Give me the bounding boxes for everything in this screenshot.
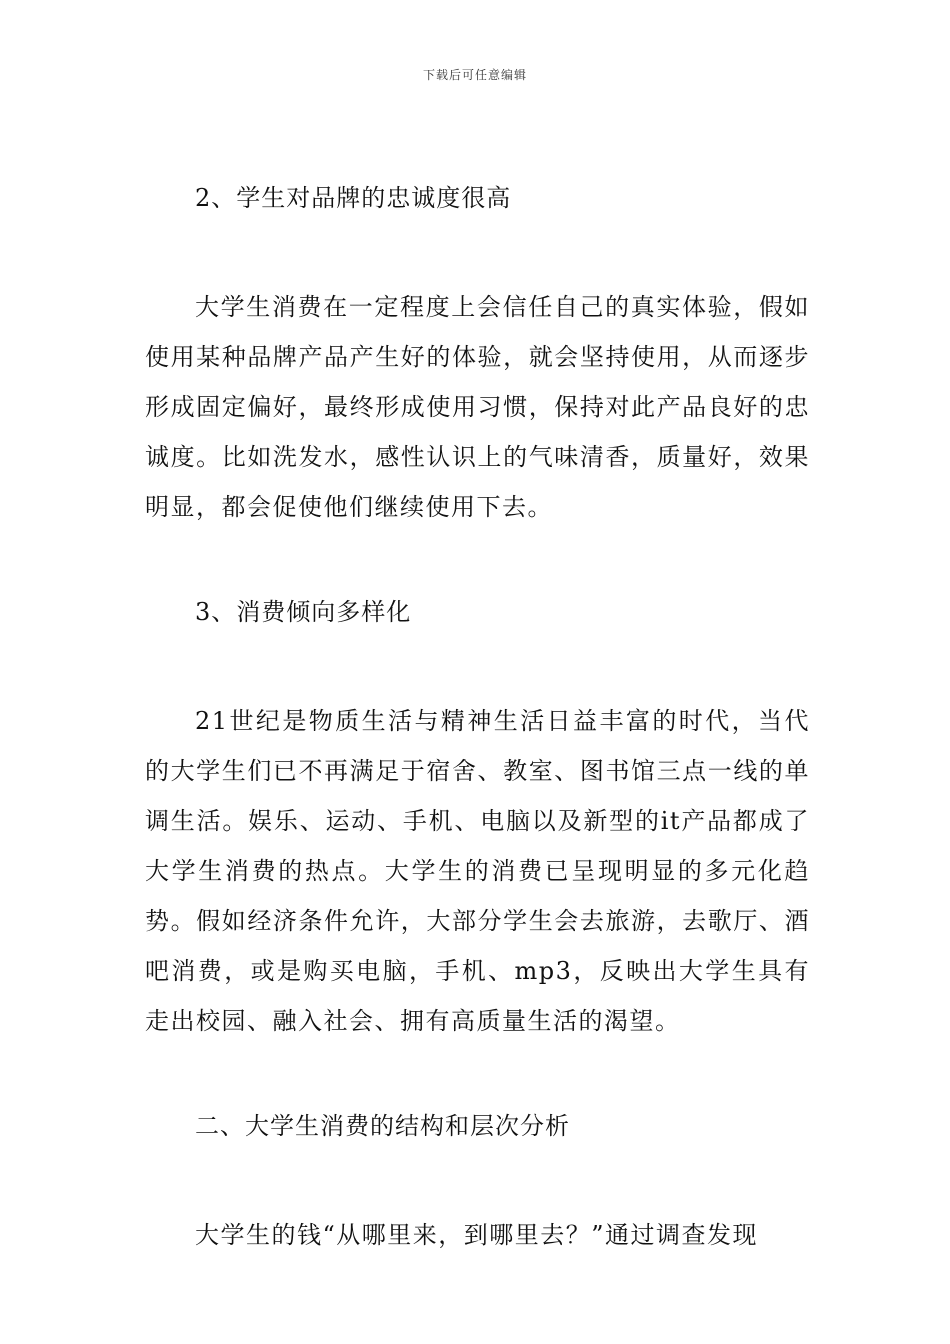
section-heading: 二、大学生消费的结构和层次分析 — [195, 1112, 570, 1140]
section-heading: 2、学生对品牌的忠诚度很高 — [195, 184, 512, 212]
header-note: 下载后可任意编辑 — [422, 68, 527, 82]
section-heading: 3、消费倾向多样化 — [195, 598, 412, 626]
document-body — [145, 178, 810, 1260]
section-paragraph: 21世纪是物质生活与精神生活日益丰富的时代，当代的大学生们已不再满足于宿舍、教室、图书馆三点一线的单调生活。娱乐、运动、手机、电脑以及新型的it产品都成了大学生消费的热点。大学生的消费已呈现明显的多元化趋势。假如经济条件允许，大部分学生会去旅游，去歌厅、酒吧消费，或是购买电脑，手机、mp3，反映出大学生具有走出校园、融入社会、拥有高质量生活的渴望。 — [145, 707, 810, 1035]
section-paragraph: 大学生的钱“从哪里来，到哪里去？”通过调查发现 — [195, 1221, 759, 1249]
section-paragraph: 大学生消费在一定程度上会信任自己的真实体验，假如使用某种品牌产品产生好的体验，就会坚持使用，从而逐步形成固定偏好，最终形成使用习惯，保持对此产品良好的忠诚度。比如洗发水，感性认识上的气味清香，质量好，效果明显，都会促使他们继续使用下去。 — [145, 293, 810, 521]
